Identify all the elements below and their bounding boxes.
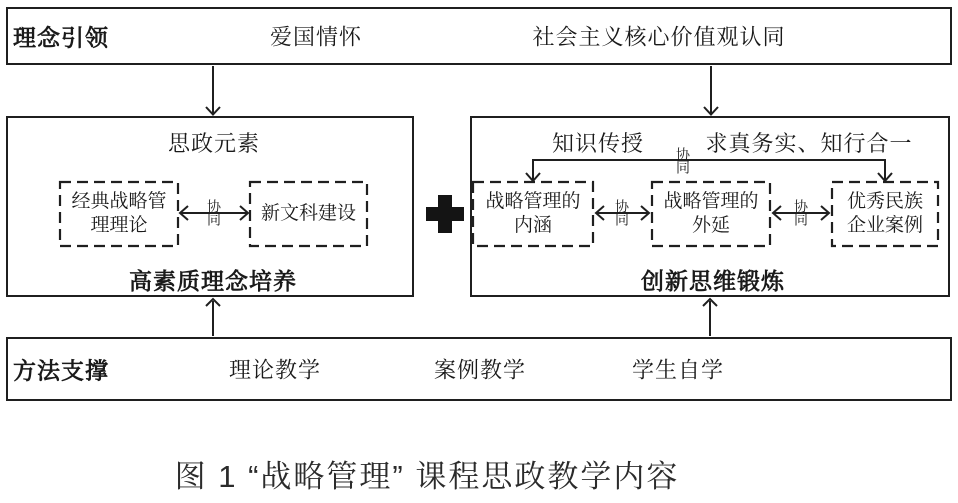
- node-classic-strategy-theory: [60, 182, 178, 246]
- method-support-bar: [6, 337, 952, 401]
- concept-guidance-label: 理念引领: [13, 24, 109, 51]
- node-strategy-connotation: [473, 182, 593, 246]
- node-line: 新文科建设: [260, 203, 356, 225]
- socialist-core-values-item: 社会主义核心价值观认同: [532, 24, 786, 50]
- arrow-bottom-to-left-panel: [206, 299, 220, 336]
- high-quality-concept-label: 高素质理念培养: [129, 268, 297, 294]
- theory-teaching-item: 理论教学: [228, 357, 322, 383]
- synergy-label-extension-cases: 协同: [794, 198, 808, 227]
- node-line: 企业案例: [846, 215, 923, 236]
- node-new-liberal-arts: [250, 182, 367, 246]
- method-support-label: 方法支撑: [13, 357, 109, 384]
- figure-caption: 图 1 “战略管理” 课程思政教学内容: [174, 459, 680, 494]
- arrow-top-to-right-panel: [704, 66, 718, 115]
- node-line: 优秀民族: [846, 191, 923, 213]
- knowledge-transfer-header: 知识传授: [551, 131, 645, 156]
- synergy-label-left-panel: 协同: [207, 198, 221, 227]
- student-self-study-item: 学生自学: [631, 357, 725, 383]
- patriotism-item: 爱国情怀: [269, 24, 363, 50]
- node-line: 战略管理的: [663, 191, 759, 213]
- ideological-elements-title: 思政元素: [167, 131, 261, 156]
- node-line: 理理论: [90, 215, 148, 236]
- arrow-top-to-left-panel: [206, 66, 220, 115]
- node-line: 经典战略管: [71, 191, 167, 213]
- concept-guidance-bar: [6, 7, 952, 65]
- node-national-enterprise-cases: [832, 182, 938, 246]
- arrow-bottom-to-right-panel: [703, 299, 717, 336]
- node-line: 战略管理的: [485, 191, 581, 213]
- synergy-label-bracket: 协同: [676, 146, 690, 175]
- case-teaching-item: 案例教学: [433, 357, 527, 383]
- node-line: 外延: [691, 215, 730, 236]
- synergy-label-connotation-extension: 协同: [615, 198, 629, 227]
- innovative-thinking-label: 创新思维锻炼: [641, 268, 785, 294]
- node-line: 内涵: [513, 215, 552, 236]
- truth-seeking-header: 求真务实、知行合一: [705, 131, 913, 156]
- node-strategy-extension: [652, 182, 770, 246]
